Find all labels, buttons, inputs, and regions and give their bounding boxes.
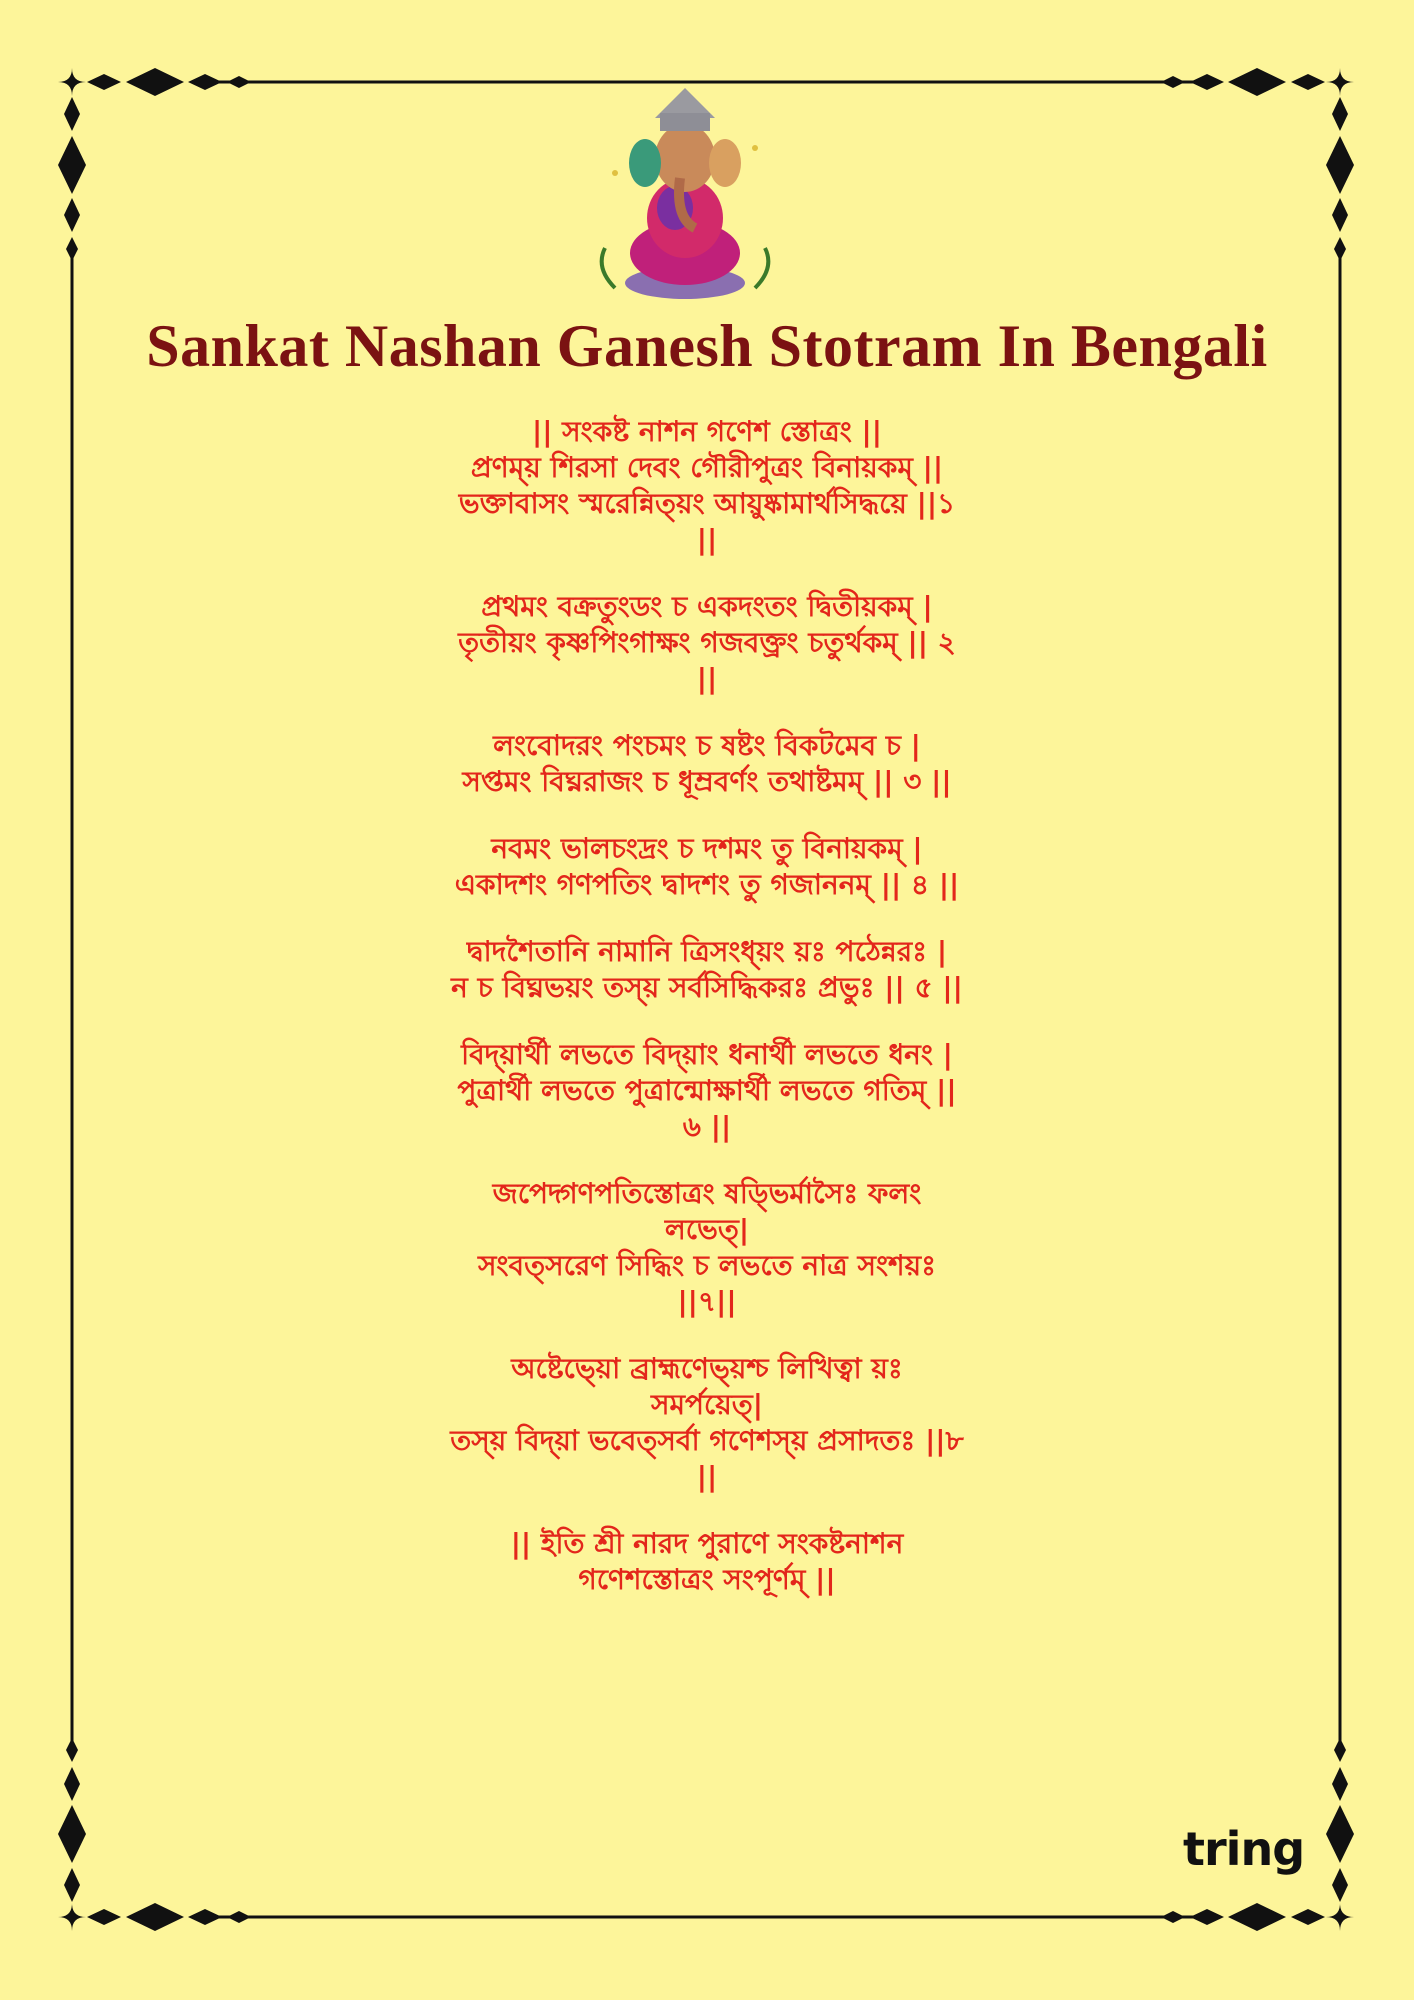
border-diamond (1332, 198, 1348, 232)
stanza-7 (357, 1176, 1057, 1320)
border-diamond (58, 1805, 86, 1863)
verse-line: || (696, 662, 718, 695)
border-diamond (66, 237, 78, 261)
verse-line: নবমং ভালচংদ্রং চ দশমং তু বিনায়কম্ | (491, 832, 923, 865)
verse-line: সপ্তমং বিঘ্নরাজং চ ধূম্রবর্ণং তথাষ্টমম্ || ৩ || (462, 765, 952, 798)
border-diamond (227, 1911, 251, 1923)
verse-line: ৬ || (682, 1110, 732, 1143)
border-diamond (188, 1909, 222, 1925)
stanza-3 (357, 728, 1057, 800)
border-diamond (87, 74, 121, 90)
ganesha-illustration (585, 88, 785, 303)
border-star (1326, 68, 1354, 96)
verse-line: ন চ বিঘ্নভয়ং তস্য় সর্বসিদ্ধিকরঃ প্রভুঃ || ৫ || (451, 971, 963, 1004)
border-star (58, 68, 86, 96)
border-diamond (1334, 1738, 1346, 1762)
verse-line: বিদ্য়ার্থী লভতে বিদ্য়াং ধনার্থী লভতে ধনং | (461, 1038, 953, 1071)
verse-line: একাদশং গণপতিং দ্বাদশং তু গজাননম্ || ৪ || (454, 868, 960, 901)
verse-line: || (696, 523, 718, 556)
border-diamond (1161, 76, 1185, 88)
verse-line: || সংকষ্ট নাশন গণেশ স্তোত্রং || (531, 415, 883, 448)
stanza-1 (357, 414, 1057, 558)
verse-line: ভক্তাবাসং স্মরেন্নিত্য়ং আয়ুষ্কামার্থসিদ্ধয়ে ||১ (458, 487, 956, 520)
verse-line: তস্য় বিদ্য়া ভবেত্সর্বা গণেশস্য় প্রসাদতঃ ||৮ (450, 1424, 964, 1457)
verse-line: দ্বাদশৈতানি নামানি ত্রিসংধ্য়ং য়ঃ পঠেন্নরঃ | (466, 935, 948, 968)
verse-line: প্রথমং বক্রতুংডং চ একদংতং দ্বিতীয়কম্ | (481, 590, 933, 623)
border-diamond (1326, 1805, 1354, 1863)
border-diamond (66, 1738, 78, 1762)
verse-line: ||৭|| (677, 1285, 737, 1318)
border-diamond (227, 76, 251, 88)
border-diamond (1291, 1909, 1325, 1925)
border-diamond (1190, 74, 1224, 90)
border-diamond (126, 1903, 184, 1931)
border-diamond (1190, 1909, 1224, 1925)
border-diamond (188, 74, 222, 90)
verse-line: অষ্টেভ্য়ো ব্রাহ্মণেভ্য়শ্চ লিখিত্বা য়ঃ (511, 1352, 903, 1385)
border-diamond (64, 198, 80, 232)
stanza-5 (357, 934, 1057, 1006)
border-diamond (1326, 136, 1354, 194)
verse-line: প্রণম্য় শিরসা দেবং গৌরীপুত্রং বিনায়কম্ || (470, 451, 944, 484)
stanza-9 (357, 1526, 1057, 1598)
verse-line: তৃতীয়ং কৃষ্ণপিংগাক্ষং গজবক্ত্রং চতুর্থকম্ || ২ (458, 626, 956, 659)
verse-line: লংবোদরং পংচমং চ ষষ্টং বিকটমেব চ | (493, 729, 921, 762)
border-diamond (1332, 97, 1348, 131)
verse-line: || ইতি শ্রী নারদ পুরাণে সংকষ্টনাশন (510, 1527, 904, 1560)
border-diamond (1228, 1903, 1286, 1931)
stanza-8 (357, 1351, 1057, 1495)
border-diamond (1228, 68, 1286, 96)
tring-logo: tring (1183, 1822, 1305, 1876)
verse-line: সমর্পয়েত্| (650, 1388, 764, 1421)
stanza-2 (357, 589, 1057, 697)
border-diamond (1291, 74, 1325, 90)
border-diamond (1161, 1911, 1185, 1923)
border-diamond (58, 136, 86, 194)
border-star (58, 1903, 86, 1931)
page-title: Sankat Nashan Ganesh Stotram In Bengali (146, 313, 1268, 379)
verse-line: পুত্রার্থী লভতে পুত্রান্মোক্ষার্থী লভতে গতিম্ || (457, 1074, 957, 1107)
verse-line: সংবত্সরেণ সিদ্ধিং চ লভতে নাত্র সংশয়ঃ (477, 1249, 937, 1282)
border-star (1326, 1903, 1354, 1931)
border-diamond (64, 97, 80, 131)
border-diamond (64, 1868, 80, 1902)
border-diamond (1334, 237, 1346, 261)
border-diamond (1332, 1868, 1348, 1902)
border-diamond (1332, 1767, 1348, 1801)
stotram-verses (357, 414, 1057, 1629)
stanza-4 (357, 831, 1057, 903)
stanza-6 (357, 1037, 1057, 1145)
verse-line: লভেত্| (664, 1213, 750, 1246)
border-diamond (64, 1767, 80, 1801)
verse-line: জপেদ্গণপতিস্তোত্রং ষড্ভির্মাসৈঃ ফলং (492, 1177, 922, 1210)
verse-line: গণেশস্তোত্রং সংপূর্ণম্ || (578, 1563, 836, 1596)
border-diamond (87, 1909, 121, 1925)
border-diamond (126, 68, 184, 96)
verse-line: || (696, 1460, 718, 1493)
